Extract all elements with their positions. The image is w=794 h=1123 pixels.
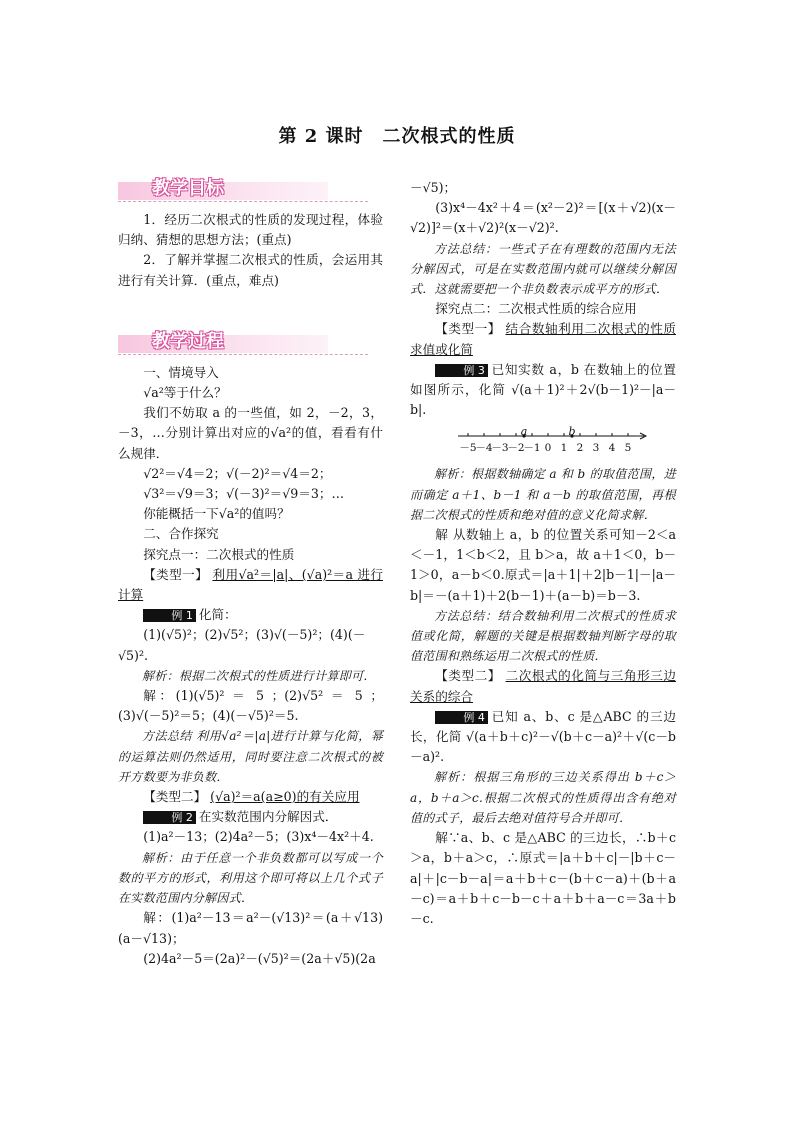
tick-label: 4 xyxy=(608,442,616,455)
type-1-label: 【类型一】 xyxy=(143,566,209,582)
number-line-tick-labels xyxy=(458,438,648,454)
example-3-analysis: 解析：根据数轴确定 a 和 b 的取值范围，进而确定 a＋1、b－1 和 a－b 的取值范围，再根据二次根式的性质和绝对值的意义化简求解． xyxy=(410,467,676,522)
example-2-solution-2: (2)4a²－5＝(2a)²－(√5)²＝(2a＋√5)(2a xyxy=(143,950,376,966)
question-line: √a²等于什么？ xyxy=(143,385,227,401)
page-title: 第 2 课时 二次根式的性质 xyxy=(278,126,516,147)
tick-label: －2 xyxy=(507,442,525,455)
example-2-items: (1)a²－13；(2)4a²－5；(3)x⁴－4x²＋4. xyxy=(143,829,374,845)
example-3-tag: 例 3 xyxy=(435,364,488,377)
type-4-heading xyxy=(410,666,676,706)
example-1-question xyxy=(118,605,383,625)
tick-label: 1 xyxy=(560,442,568,455)
type-1-text: 利用√a²＝|a|、(√a)²＝a 进行计算 xyxy=(118,566,383,603)
type-2-label: 【类型二】 xyxy=(143,789,207,805)
point-b-label: b xyxy=(568,425,576,439)
example-2-analysis: 解析：由于任意一个非负数都可以写成一个数的平方的形式，利用这个即可将以上几个式子在实数范围内分解因式． xyxy=(118,850,383,906)
explore-point-2: 探究点二：二次根式性质的综合应用 xyxy=(435,301,637,317)
tick-label: 2 xyxy=(576,442,584,455)
generalize-question: 你能概括一下√a²的值吗？ xyxy=(143,506,290,522)
banner-text: 教学目标 xyxy=(152,178,224,199)
type-3-heading xyxy=(410,319,676,359)
banner-text: 教学过程 xyxy=(152,330,224,352)
type-4-label: 【类型二】 xyxy=(435,668,501,684)
tick-label: －4 xyxy=(475,442,493,455)
example-3-solution: 解 从数轴上 a，b 的位置关系可知－2＜a＜－1，1＜b＜2，且 b＞a，故 a＋1＜0，b－1＞0，a－b＜0.原式＝|a＋1|＋2|b－1|－|a－b|＝－(a＋1)＋2(b－1)＋(a－b)＝b－3. xyxy=(410,527,676,603)
example-2-solution-3: (3)x⁴－4x²＋4＝(x²－2)²＝[(x＋√2)(x－√2)]²＝(x＋√2)²(x－√2)². xyxy=(410,200,676,236)
banner-underline xyxy=(118,354,368,355)
example-1-items: (1)(√5)²；(2)√5²；(3)√(－5)²；(4)(－√5)². xyxy=(118,627,366,663)
tick-label: －3 xyxy=(491,442,509,455)
tick-label: －5 xyxy=(459,442,477,455)
type-1-heading xyxy=(118,565,383,605)
goal-2: 2．了解并掌握二次根式的性质，会运用其进行有关计算．(重点，难点) xyxy=(118,252,383,288)
banner-teaching-process xyxy=(118,331,328,357)
example-1-method: 方法总结 利用√a²＝|a|进行计算与化简，幂的运算法则仍然适用，同时要注意二次根式的被开方数要为非负数． xyxy=(118,729,383,784)
left-column xyxy=(118,178,383,969)
right-column xyxy=(410,178,676,929)
type-3-label: 【类型一】 xyxy=(435,321,501,337)
point-a-label: a xyxy=(520,425,528,439)
example-1-tag: 例 1 xyxy=(143,609,196,622)
explore-point-1: 探究点一：二次根式的性质 xyxy=(143,546,295,562)
goal-1: 1．经历二次根式的性质的发现过程，体验归纳、猜想的思想方法；(重点) xyxy=(118,212,383,248)
section-cooperation: 二、合作探究 xyxy=(143,526,219,542)
intro-paragraph: 我们不妨取 a 的一些值，如 2，－2，3，－3，…分别计算出对应的√a²的值，看看有什么规律． xyxy=(118,405,383,461)
tick-label: 0 xyxy=(544,442,552,455)
type-2-heading xyxy=(118,787,383,807)
example-3-prompt: 已知实数 a，b 在数轴上的位置如图所示，化简 √(a＋1)²＋2√(b－1)²－|a－b|. xyxy=(410,361,676,418)
tick-label: 3 xyxy=(592,442,600,455)
type-2-text: (√a)²＝a(a≥0)的有关应用 xyxy=(210,789,360,805)
example-1-analysis: 解析：根据二次根式的性质进行计算即可． xyxy=(142,668,376,683)
type-3-text: 结合数轴利用二次根式的性质求值或化简 xyxy=(410,321,677,357)
tick-label: 5 xyxy=(624,442,632,455)
banner-underline xyxy=(118,201,368,202)
example-4-tag: 例 4 xyxy=(435,711,488,724)
calc-line-1: √2²＝√4＝2；√(－2)²＝√4＝2； xyxy=(143,465,332,481)
section-intro: 一、情境导入 xyxy=(143,364,219,380)
example-4-solution: 解∵a、b、c 是△ABC 的三边长，∴b＋c＞a，b＋a＞c，∴原式＝|a＋b＋c|－|b＋c－a|＋|c－b－a|＝a＋b＋c－(b＋c－a)＋(b＋a－c)＝a＋b＋c－b－c＋a＋b＋a－c＝3a＋b－c. xyxy=(410,830,676,926)
example-1-solution: 解：(1)(√5)² ＝ 5 ；(2)√5² ＝ 5 ；(3)√(－5)²＝5；(4)(－√5)²＝5. xyxy=(118,688,383,724)
calc-line-2: √3²＝√9＝3；√(－3)²＝√9＝3；… xyxy=(143,486,345,502)
example-3-method: 方法总结：结合数轴利用二次根式的性质求值或化简，解题的关键是根据数轴判断字母的取值范围和熟练运用二次根式的性质． xyxy=(410,608,676,664)
example-2-solution-1: 解：(1)a²－13＝a²－(√13)²＝(a＋√13)(a－√13)； xyxy=(118,910,383,946)
example-2-tag: 例 2 xyxy=(143,811,196,824)
example-4-question xyxy=(410,707,676,768)
continuation-line: －√5)； xyxy=(410,180,457,195)
number-line-figure xyxy=(410,424,676,458)
example-4-prompt: 已知 a、b、c 是△ABC 的三边长，化简 √(a＋b＋c)²－√(b＋c－a)²＋√(c－b－a)². xyxy=(410,708,676,765)
example-2-question xyxy=(118,807,383,827)
example-1-prompt: 化简： xyxy=(198,607,237,623)
example-4-analysis: 解析：根据三角形的三边关系得出 b＋c＞a，b＋a＞c.根据二次根式的性质得出含有绝对值的式子，最后去绝对值符号合并即可． xyxy=(410,770,676,825)
example-2-prompt: 在实数范围内分解因式． xyxy=(198,809,338,825)
banner-teaching-goals xyxy=(118,178,328,204)
tick-label: －1 xyxy=(523,442,541,455)
example-2-method: 方法总结：一些式子在有理数的范围内无法分解因式，可是在实数范围内就可以继续分解因式．这就需要把一个非负数表示成平方的形式． xyxy=(410,241,676,297)
type-4-text: 二次根式的化简与三角形三边关系的综合 xyxy=(410,668,677,704)
example-3-question xyxy=(410,360,676,421)
